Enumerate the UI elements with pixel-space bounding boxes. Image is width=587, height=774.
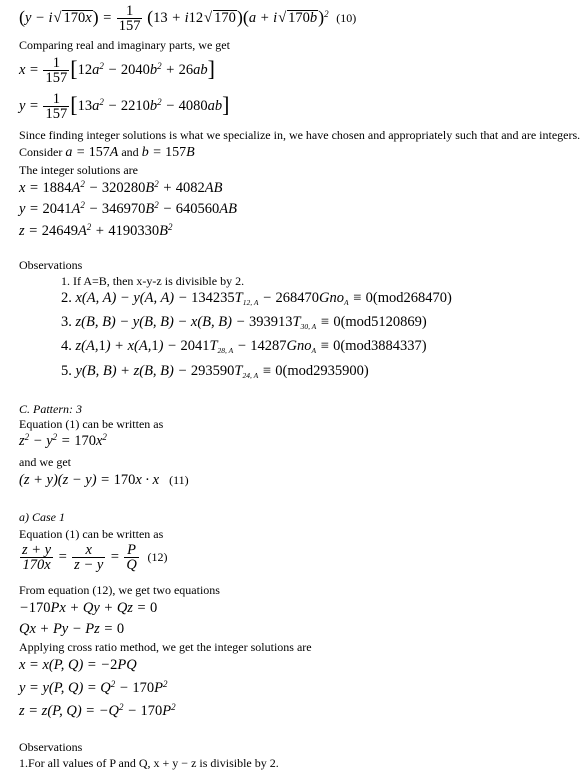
text-cross-ratio: Applying cross ratio method, we get the integer solutions are bbox=[19, 640, 312, 654]
solution2-z: z = z(P, $Q) = -Q^2 - 170P^2$ bbox=[19, 702, 176, 719]
solution1-z: $z = 24649A^2 + 4190330B^2$ bbox=[19, 222, 173, 239]
equation-12: $\frac{z + y}{170x}$ = $\frac{x}{z - y}$ = $\frac{P}{Q}$ (12) bbox=[22, 542, 168, 573]
equation-x: x = $\frac{1}{157}$ $[12a^2 - 2040b^2 + 26ab]$ bbox=[19, 55, 215, 87]
solution2-x: x = x(P, Q) = −2PQ bbox=[19, 657, 137, 673]
observation1-item2: 2. x(A, A) − y(A, $A) - 134235T_{12, A} - 268470Gno_A \equiv 0(mod268470)$ bbox=[61, 290, 452, 307]
observations-heading-1: Observations bbox=[19, 258, 83, 272]
observation1-item3: 3. z(B, B) − y(B, B) − x(B, $B) - 393913T_{30, A} \equiv 0(mod5120869)$ bbox=[61, 314, 427, 331]
eq12-label: (12) bbox=[147, 549, 168, 564]
text-from-eq12: From equation (12), we get two equations bbox=[19, 583, 220, 597]
pattern-equation: $z^2 - y^2 = 170x^2$ bbox=[19, 432, 107, 449]
text-compare: Comparing real and imaginary parts, we get bbox=[19, 38, 230, 52]
eq10-fraction: $\frac{1}{157}$ bbox=[118, 3, 141, 34]
heading-pattern-3: C. Pattern: 3 bbox=[19, 402, 82, 416]
observations-heading-2: Observations bbox=[19, 740, 83, 754]
equation-y: y = $\frac{1}{157}$ $[13a^2 - 2210b^2 - 4080ab]$ bbox=[19, 91, 230, 123]
solution2-y: y = y(P, $Q) = Q^2 - 170P^2$ bbox=[19, 679, 168, 696]
eq10-label: (10) bbox=[336, 10, 357, 25]
heading-case-1: a) Case 1 bbox=[19, 510, 65, 524]
consider-line: Consider a = 157A and b = 157B bbox=[19, 145, 195, 160]
text-integer-solutions: The integer solutions are bbox=[19, 163, 138, 177]
solution1-x: $x = 1884A^2 - 320280B^2 + 4082AB$ bbox=[19, 179, 223, 196]
observation1-item1: 1. If A=B, then x-y-z is divisible by 2. bbox=[61, 274, 245, 288]
text-since: Since finding integer solutions is what we specialize in, we have chosen and appropriately such that and are integers. bbox=[19, 128, 581, 142]
observation1-item5: 5. y(B, B) + z(B, $B) - 293590T_{24, A} \equiv 0(mod2935900)$ bbox=[61, 363, 369, 380]
text-eq1-written-2: Equation (1) can be written as bbox=[19, 527, 164, 541]
observation2-item1: 1.For all values of P and Q, x + y − z is divisible by 2. bbox=[19, 756, 279, 770]
linear-equation-1: −170Px + Qy + Qz = 0 bbox=[19, 600, 158, 616]
text-eq1-written: Equation (1) can be written as bbox=[19, 417, 164, 431]
eq11-label: (11) bbox=[169, 473, 189, 487]
equation-11: (z + y)(z − y) = 170x · x (11) bbox=[19, 472, 189, 488]
equation-10: (y − i√ 170x) = $\frac{1}{157}$ (13 + i12√ 170)(a + i√ 170b)$^2$ (10) bbox=[19, 3, 357, 34]
solution1-y: $y = 2041A^2 - 346970B^2 - 640560AB$ bbox=[19, 200, 238, 217]
observation1-item4: 4. $z(A,1) + x(A,1) - 2041T_{28, A} - 14287Gno_A \equiv 0(mod3884337)$ bbox=[61, 338, 427, 355]
linear-equation-2: Qx + Py − Pz = 0 bbox=[19, 621, 125, 637]
text-and-we-get: and we get bbox=[19, 455, 71, 469]
